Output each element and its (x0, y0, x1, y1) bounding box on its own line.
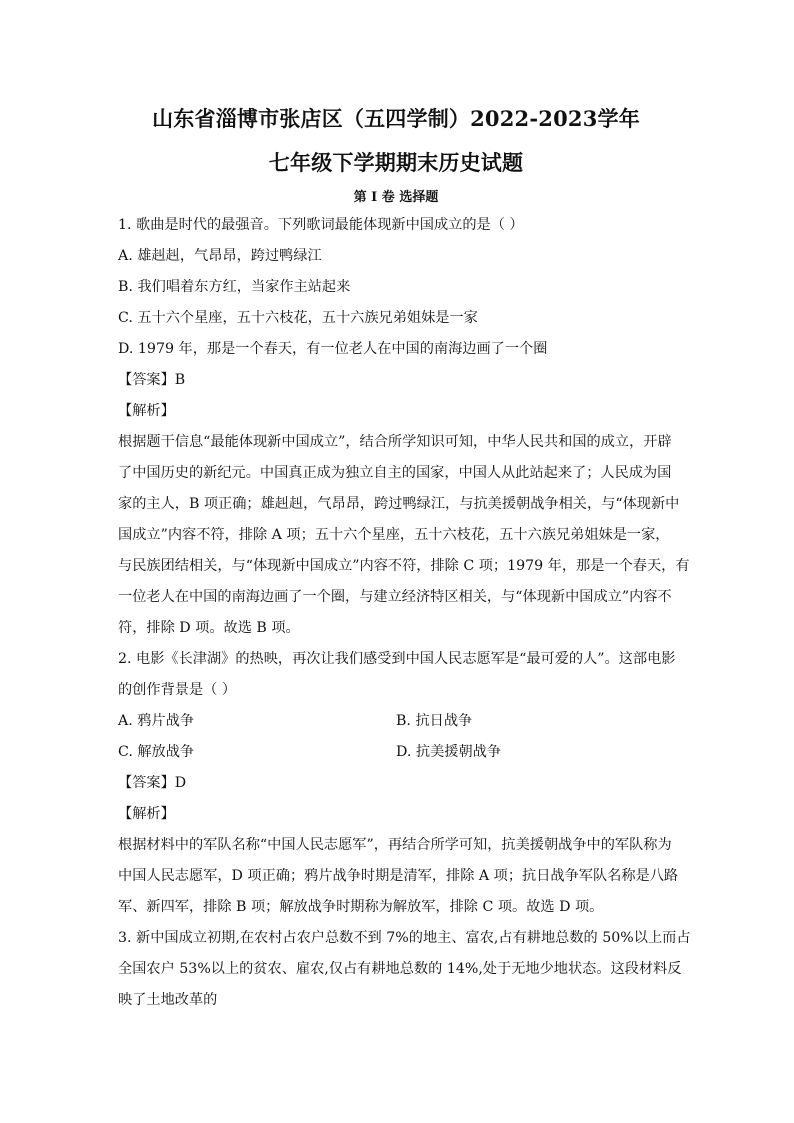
question-stem-cont: 全国农户 53%以上的贫农、雇农,仅占有耕地总数的 14%,处于无地少地状态。这段材料反 (118, 961, 682, 977)
analysis-line: 中国人民志愿军，D 项正确；鸦片战争时期是清军，排除 A 项；抗日战争军队名称是八路 (118, 868, 679, 884)
question-stem: 1. 歌曲是时代的最强音。下列歌词最能体现新中国成立的是（ ） (118, 217, 524, 233)
option-a: A. 鸦片战争 (118, 713, 195, 729)
option-d: D. 1979 年，那是一个春天，有一位老人在中国的南海边画了一个圈 (118, 341, 548, 357)
answer: 【答案】B (118, 372, 186, 388)
question-2 (118, 644, 679, 923)
analysis-line: 一位老人在中国的南海边画了一个圈，与建立经济特区相关，与“体现新中国成立”内容不 (118, 589, 672, 605)
option-d: D. 抗美援朝战争 (396, 744, 502, 760)
option-a: A. 雄赳赳，气昂昂，跨过鸭绿江 (118, 248, 322, 264)
question-stem-cont: 的创作背景是（ ） (118, 682, 237, 698)
analysis-line: 符，排除 D 项。故选 B 项。 (118, 620, 300, 636)
analysis-line: 了中国历史的新纪元。中国真正成为独立自主的国家，中国人从此站起来了；人民成为国 (118, 465, 672, 481)
question-stem: 3. 新中国成立初期,在农村占农户总数不到 7%的地主、富农,占有耕地总数的 50%以上而占 (118, 930, 691, 946)
document-title-line1: 山东省淄博市张店区（五四学制）2022-2023学年 (152, 106, 640, 131)
options-row (118, 706, 674, 737)
question-stem-cont: 映了土地改革的 (118, 992, 218, 1008)
analysis-line: 根据题干信息“最能体现新中国成立”，结合所学知识可知，中华人民共和国的成立，开辟 (118, 434, 672, 450)
options-row (118, 737, 674, 768)
analysis-label: 【解析】 (118, 403, 175, 419)
analysis-line: 国成立”内容不符，排除 A 项；五十六个星座，五十六枝花，五十六族兄弟姐妹是一家， (118, 527, 670, 543)
analysis-line: 家的主人，B 项正确；雄赳赳，气昂昂，跨过鸭绿江，与抗美援朝战争相关，与“体现新中 (118, 496, 680, 512)
option-c: C. 五十六个星座，五十六枝花，五十六族兄弟姐妹是一家 (118, 310, 478, 326)
question-stem: 2. 电影《长津湖》的热映，再次让我们感受到中国人民志愿军是“最可爱的人”。这部电影 (118, 651, 676, 667)
answer: 【答案】D (118, 775, 187, 791)
option-c: C. 解放战争 (118, 744, 195, 760)
document-title-line2: 七年级下学期期末历史试题 (268, 150, 524, 175)
section-title: 第 I 卷 选择题 (353, 190, 439, 205)
question-1 (118, 210, 690, 644)
analysis-line: 与民族团结相关，与“体现新中国成立”内容不符，排除 C 项；1979 年，那是一个春天，有 (118, 558, 690, 574)
analysis-label: 【解析】 (118, 806, 175, 822)
analysis-line: 军、新四军，排除 B 项；解放战争时期称为解放军，排除 C 项。故选 D 项。 (118, 899, 604, 915)
option-b: B. 我们唱着东方红，当家作主站起来 (118, 279, 351, 295)
question-3 (118, 923, 691, 1016)
analysis-line: 根据材料中的军队名称“中国人民志愿军”，再结合所学可知，抗美援朝战争中的军队称为 (118, 837, 672, 853)
option-b: B. 抗日战争 (396, 713, 473, 729)
